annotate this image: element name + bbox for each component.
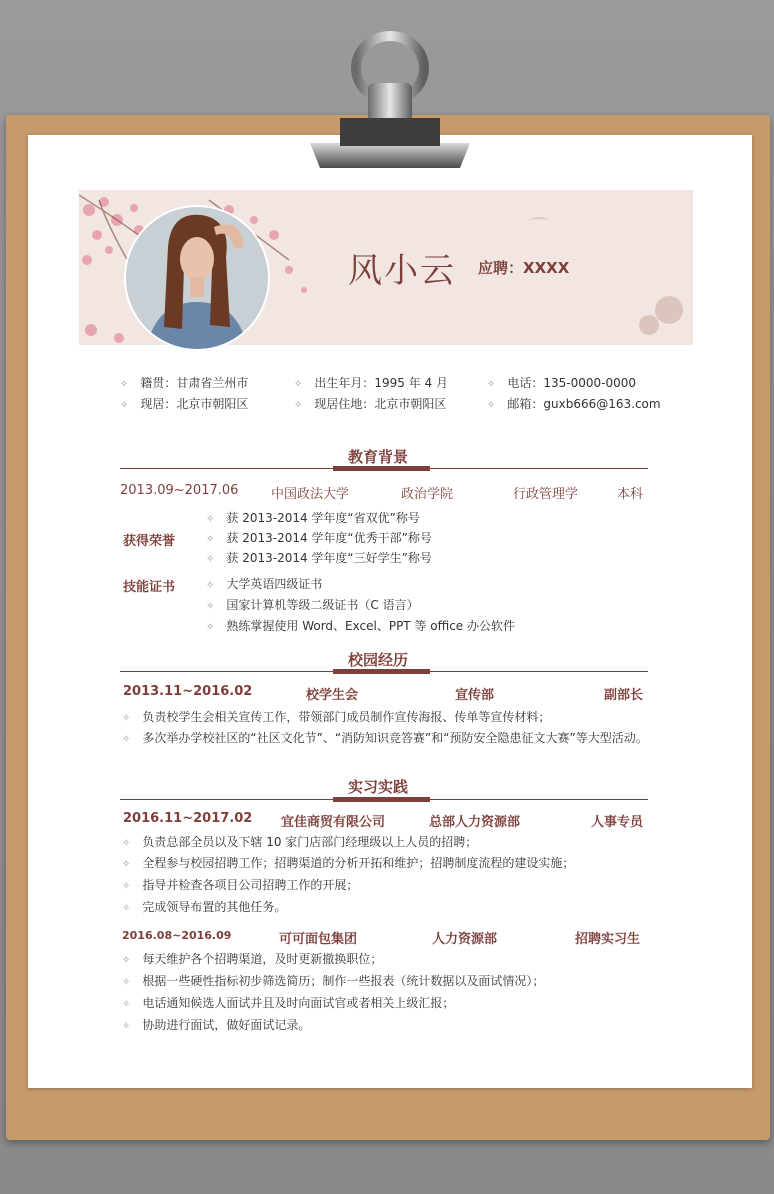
diamond-icon: ✧: [122, 903, 131, 914]
list-item: ✧ 获 2013-2014 学年度“省双优”称号: [206, 511, 420, 525]
list-item: ✧ 负责总部全员以及下辖 10 家门店部门经理级以上人员的招聘；: [122, 835, 478, 849]
info-email: ✧ 邮箱：guxb666@163.com: [487, 397, 661, 411]
job2-company: 可可面包集团: [279, 932, 358, 947]
diamond-icon: ✧: [122, 977, 131, 988]
list-item: ✧ 多次举办学校社区的“社区文化节”、“消防知识竞答赛”和“预防安全隐患征文大赛”等大型活动。: [122, 731, 648, 745]
section-title-campus: 校园经历: [348, 651, 409, 669]
binder-clip-icon: [300, 28, 480, 178]
list-item: ✧ 获 2013-2014 学年度“优秀干部”称号: [206, 531, 432, 545]
diamond-icon: ✧: [487, 400, 496, 411]
avatar: [124, 205, 270, 351]
diamond-icon: ✧: [122, 713, 131, 724]
diamond-icon: ✧: [120, 379, 129, 390]
diamond-icon: ✧: [294, 379, 303, 390]
diamond-icon: ✧: [122, 955, 131, 966]
edu-date: 2013.09~2017.06: [120, 483, 239, 498]
diamond-icon: ✧: [487, 379, 496, 390]
info-hometown: ✧ 籍贯：甘肃省兰州市: [120, 376, 249, 390]
info-birth: ✧ 出生年月：1995 年 4 月: [294, 376, 449, 390]
diamond-icon: ✧: [122, 838, 131, 849]
campus-org: 校学生会: [306, 688, 359, 703]
section-title-education: 教育背景: [348, 448, 409, 466]
job1-company: 宜佳商贸有限公司: [281, 815, 386, 830]
info-address: ✧ 现居住地：北京市朝阳区: [294, 397, 447, 411]
candidate-name: 风小云: [348, 251, 456, 291]
diamond-icon: ✧: [122, 881, 131, 892]
list-item: ✧ 熟练掌握使用 Word、Excel、PPT 等 office 办公软件: [206, 619, 516, 633]
list-item: ✧ 大学英语四级证书: [206, 577, 323, 591]
divider-accent: [333, 797, 430, 802]
diamond-icon: ✧: [122, 859, 131, 870]
edu-degree: 本科: [617, 487, 644, 502]
diamond-icon: ✧: [122, 1021, 131, 1032]
diamond-icon: ✧: [206, 534, 215, 545]
list-item: ✧ 完成领导布置的其他任务。: [122, 900, 287, 914]
info-phone: ✧ 电话：135-0000-0000: [487, 376, 637, 390]
list-item: ✧ 国家计算机等级二级证书（C 语言）: [206, 598, 419, 612]
edu-major: 行政管理学: [513, 487, 579, 502]
list-item: ✧ 负责校学生会相关宣传工作，带领部门成员制作宣传海报、传单等宣传材料；: [122, 710, 551, 724]
diamond-icon: ✧: [206, 514, 215, 525]
diamond-icon: ✧: [206, 622, 215, 633]
diamond-icon: ✧: [120, 400, 129, 411]
campus-dept: 宣传部: [455, 688, 495, 703]
diamond-icon: ✧: [206, 554, 215, 565]
list-item: ✧ 电话通知候选人面试并且及时向面试官或者相关上级汇报；: [122, 996, 455, 1010]
skills-label: 技能证书: [123, 580, 176, 595]
diamond-icon: ✧: [294, 400, 303, 411]
divider-accent: [333, 669, 430, 674]
diamond-icon: ✧: [206, 601, 215, 612]
campus-role: 副部长: [604, 688, 644, 703]
section-title-intern: 实习实践: [348, 778, 409, 796]
honors-label: 获得荣誉: [123, 534, 176, 549]
diamond-icon: ✧: [122, 734, 131, 745]
info-residence: ✧ 现居：北京市朝阳区: [120, 397, 249, 411]
list-item: ✧ 根据一些硬性指标初步筛选简历；制作一些报表（统计数据以及面试情况）；: [122, 974, 545, 988]
job2-date: 2016.08~2016.09: [122, 929, 232, 942]
list-item: ✧ 每天维护各个招聘渠道，及时更新撤换职位；: [122, 952, 383, 966]
list-item: ✧ 全程参与校园招聘工作；招聘渠道的分析开拓和维护；招聘制度流程的建设实施；: [122, 856, 575, 870]
diamond-icon: ✧: [122, 999, 131, 1010]
divider-accent: [333, 466, 430, 471]
list-item: ✧ 获 2013-2014 学年度“三好学生”称号: [206, 551, 432, 565]
job1-dept: 总部人力资源部: [429, 815, 521, 830]
job2-role: 招聘实习生: [575, 932, 641, 947]
diamond-icon: ✧: [206, 580, 215, 591]
job2-dept: 人力资源部: [432, 932, 498, 947]
campus-date: 2013.11~2016.02: [123, 684, 253, 699]
apply-position: 应聘：XXXX: [478, 259, 570, 277]
job1-role: 人事专员: [591, 815, 644, 830]
edu-school: 中国政法大学: [271, 487, 350, 502]
edu-college: 政治学院: [401, 487, 454, 502]
list-item: ✧ 协助进行面试，做好面试记录。: [122, 1018, 311, 1032]
job1-date: 2016.11~2017.02: [123, 811, 253, 826]
list-item: ✧ 指导并检查各项目公司招聘工作的开展；: [122, 878, 359, 892]
